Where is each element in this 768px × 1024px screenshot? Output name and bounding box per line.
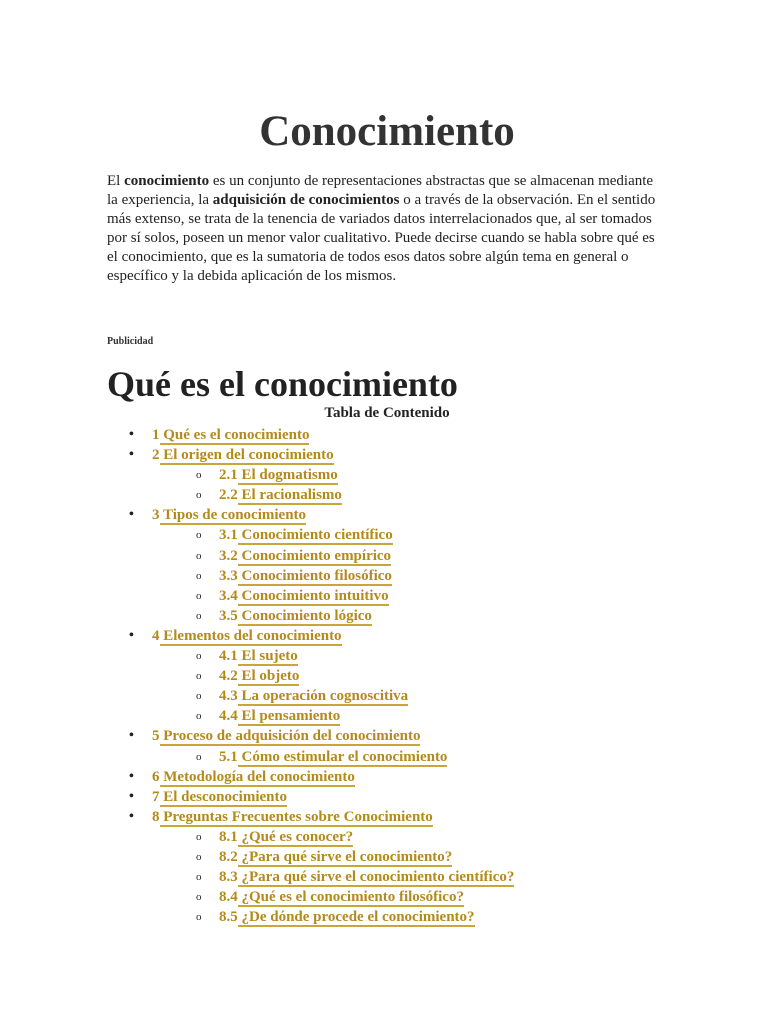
toc-item-number[interactable]: 8 <box>152 808 160 825</box>
toc-link[interactable]: El sujeto <box>237 648 298 665</box>
toc-item <box>107 887 514 907</box>
toc-item-number[interactable]: 4.3 <box>219 688 238 705</box>
hollow-circle-bullet-icon: o <box>196 549 202 562</box>
toc-link[interactable]: ¿De dónde procede el conocimiento? <box>237 909 475 926</box>
toc-item <box>107 586 514 606</box>
toc-item <box>107 767 514 787</box>
hollow-circle-bullet-icon: o <box>196 710 202 723</box>
hollow-circle-bullet-icon: o <box>196 609 202 622</box>
filled-disc-bullet-icon: • <box>129 447 134 463</box>
toc-link[interactable]: La operación cognoscitiva <box>237 688 409 705</box>
toc-item-number[interactable]: 4.1 <box>219 648 238 665</box>
filled-disc-bullet-icon: • <box>129 788 134 804</box>
toc-item-number[interactable]: 5.1 <box>219 748 238 765</box>
toc-item <box>107 847 514 867</box>
toc-item <box>107 827 514 847</box>
table-of-contents <box>107 425 514 927</box>
hollow-circle-bullet-icon: o <box>196 529 202 542</box>
page-title: Conocimiento <box>259 108 515 155</box>
toc-link[interactable]: El racionalismo <box>237 487 342 504</box>
toc-link[interactable]: El desconocimiento <box>159 788 287 805</box>
toc-link[interactable]: Tipos de conocimiento <box>159 507 307 524</box>
toc-link[interactable]: ¿Qué es conocer? <box>237 828 354 845</box>
toc-item-number[interactable]: 3.5 <box>219 607 238 624</box>
toc-item <box>107 485 514 505</box>
hollow-circle-bullet-icon: o <box>196 871 202 884</box>
toc-item <box>107 505 514 525</box>
hollow-circle-bullet-icon: o <box>196 911 202 924</box>
toc-item-number[interactable]: 5 <box>152 728 160 745</box>
toc-item <box>107 807 514 827</box>
filled-disc-bullet-icon: • <box>129 808 134 824</box>
hollow-circle-bullet-icon: o <box>196 650 202 663</box>
hollow-circle-bullet-icon: o <box>196 830 202 843</box>
filled-disc-bullet-icon: • <box>129 728 134 744</box>
filled-disc-bullet-icon: • <box>129 507 134 523</box>
hollow-circle-bullet-icon: o <box>196 589 202 602</box>
intro-text: El <box>107 173 125 189</box>
ad-label: Publicidad <box>107 336 154 347</box>
toc-link[interactable]: Conocimiento filosófico <box>237 567 392 584</box>
toc-item-number[interactable]: 8.2 <box>219 848 238 865</box>
toc-item <box>107 465 514 485</box>
toc-item-number[interactable]: 4.2 <box>219 668 238 685</box>
intro-bold-term: conocimiento <box>124 173 210 189</box>
toc-item-number[interactable]: 3 <box>152 507 160 524</box>
section-title: Qué es el conocimiento <box>107 364 458 404</box>
toc-item-number[interactable]: 1 <box>152 427 160 443</box>
toc-item-number[interactable]: 8.1 <box>219 828 238 845</box>
toc-link[interactable]: Conocimiento lógico <box>237 607 372 624</box>
toc-link[interactable]: El dogmatismo <box>237 467 338 484</box>
intro-bold-term: adquisición de conocimientos <box>212 192 400 208</box>
filled-disc-bullet-icon: • <box>129 768 134 784</box>
toc-link[interactable]: El pensamiento <box>237 708 341 725</box>
toc-item <box>107 706 514 726</box>
toc-item-number[interactable]: 6 <box>152 768 160 785</box>
toc-item <box>107 646 514 666</box>
toc-link[interactable]: ¿Para qué sirve el conocimiento? <box>237 848 453 865</box>
hollow-circle-bullet-icon: o <box>196 489 202 502</box>
toc-item <box>107 907 514 927</box>
toc-title: Tabla de Contenido <box>324 405 450 421</box>
toc-item-number[interactable]: 3.2 <box>219 547 238 564</box>
toc-item <box>107 686 514 706</box>
toc-item <box>107 787 514 807</box>
toc-item-number[interactable]: 2.1 <box>219 467 238 484</box>
toc-link[interactable]: El objeto <box>237 668 300 685</box>
hollow-circle-bullet-icon: o <box>196 850 202 863</box>
toc-item <box>107 566 514 586</box>
hollow-circle-bullet-icon: o <box>196 670 202 683</box>
toc-link[interactable]: Conocimiento científico <box>237 527 393 544</box>
toc-item <box>107 445 514 465</box>
toc-item <box>107 546 514 566</box>
toc-item <box>107 726 514 746</box>
toc-item-number[interactable]: 3.4 <box>219 587 238 604</box>
filled-disc-bullet-icon: • <box>129 427 134 442</box>
toc-link[interactable]: Elementos del conocimiento <box>159 627 342 644</box>
toc-link[interactable]: El origen del conocimiento <box>159 447 334 464</box>
toc-item-number[interactable]: 2 <box>152 447 160 464</box>
toc-link[interactable]: Conocimiento empírico <box>237 547 392 564</box>
toc-link[interactable]: Proceso de adquisición del conocimiento <box>159 728 421 745</box>
toc-item <box>107 525 514 545</box>
toc-link[interactable]: Qué es el conocimiento <box>159 427 310 443</box>
filled-disc-bullet-icon: • <box>129 627 134 643</box>
toc-item <box>107 425 514 445</box>
toc-item <box>107 626 514 646</box>
toc-link[interactable]: Cómo estimular el conocimiento <box>237 748 448 765</box>
toc-link[interactable]: Conocimiento intuitivo <box>237 587 389 604</box>
hollow-circle-bullet-icon: o <box>196 469 202 482</box>
toc-item <box>107 867 514 887</box>
hollow-circle-bullet-icon: o <box>196 569 202 582</box>
toc-link[interactable]: ¿Para qué sirve el conocimiento científico? <box>237 869 515 886</box>
intro-text: es un conjunto de representaciones abstractas que se almacenan mediante la experiencia, la <box>107 173 654 208</box>
toc-item-number[interactable]: 7 <box>152 788 160 805</box>
toc-item-number[interactable]: 8.3 <box>219 869 238 886</box>
hollow-circle-bullet-icon: o <box>196 690 202 703</box>
toc-item <box>107 666 514 686</box>
toc-item-number[interactable]: 3.3 <box>219 567 238 584</box>
toc-item <box>107 606 514 626</box>
intro-text: o a través de la observación. En el sentido más extenso, se trata de la tenencia de variados datos interrelacionados que, al ser tomados por sí solos, poseen un menor valor cualitativo. Puede decirse cuando se habla sobre qué es el conocimiento, que es la sumatoria de todos esos datos sobre algún tema en general o específico y la debida aplicación de los mismos. <box>107 192 656 284</box>
toc-item-number[interactable]: 8.5 <box>219 909 238 926</box>
toc-item-number[interactable]: 4 <box>152 627 160 644</box>
toc-item <box>107 747 514 767</box>
toc-item-number[interactable]: 8.4 <box>219 889 238 906</box>
toc-item-number[interactable]: 3.1 <box>219 527 238 544</box>
hollow-circle-bullet-icon: o <box>196 891 202 904</box>
toc-item-number[interactable]: 4.4 <box>219 708 238 725</box>
hollow-circle-bullet-icon: o <box>196 750 202 763</box>
intro-paragraph <box>107 172 659 286</box>
toc-item-number[interactable]: 2.2 <box>219 487 238 504</box>
toc-link[interactable]: ¿Qué es el conocimiento filosófico? <box>237 889 464 906</box>
toc-link[interactable]: Preguntas Frecuentes sobre Conocimiento <box>159 808 433 825</box>
toc-link[interactable]: Metodología del conocimiento <box>159 768 355 785</box>
